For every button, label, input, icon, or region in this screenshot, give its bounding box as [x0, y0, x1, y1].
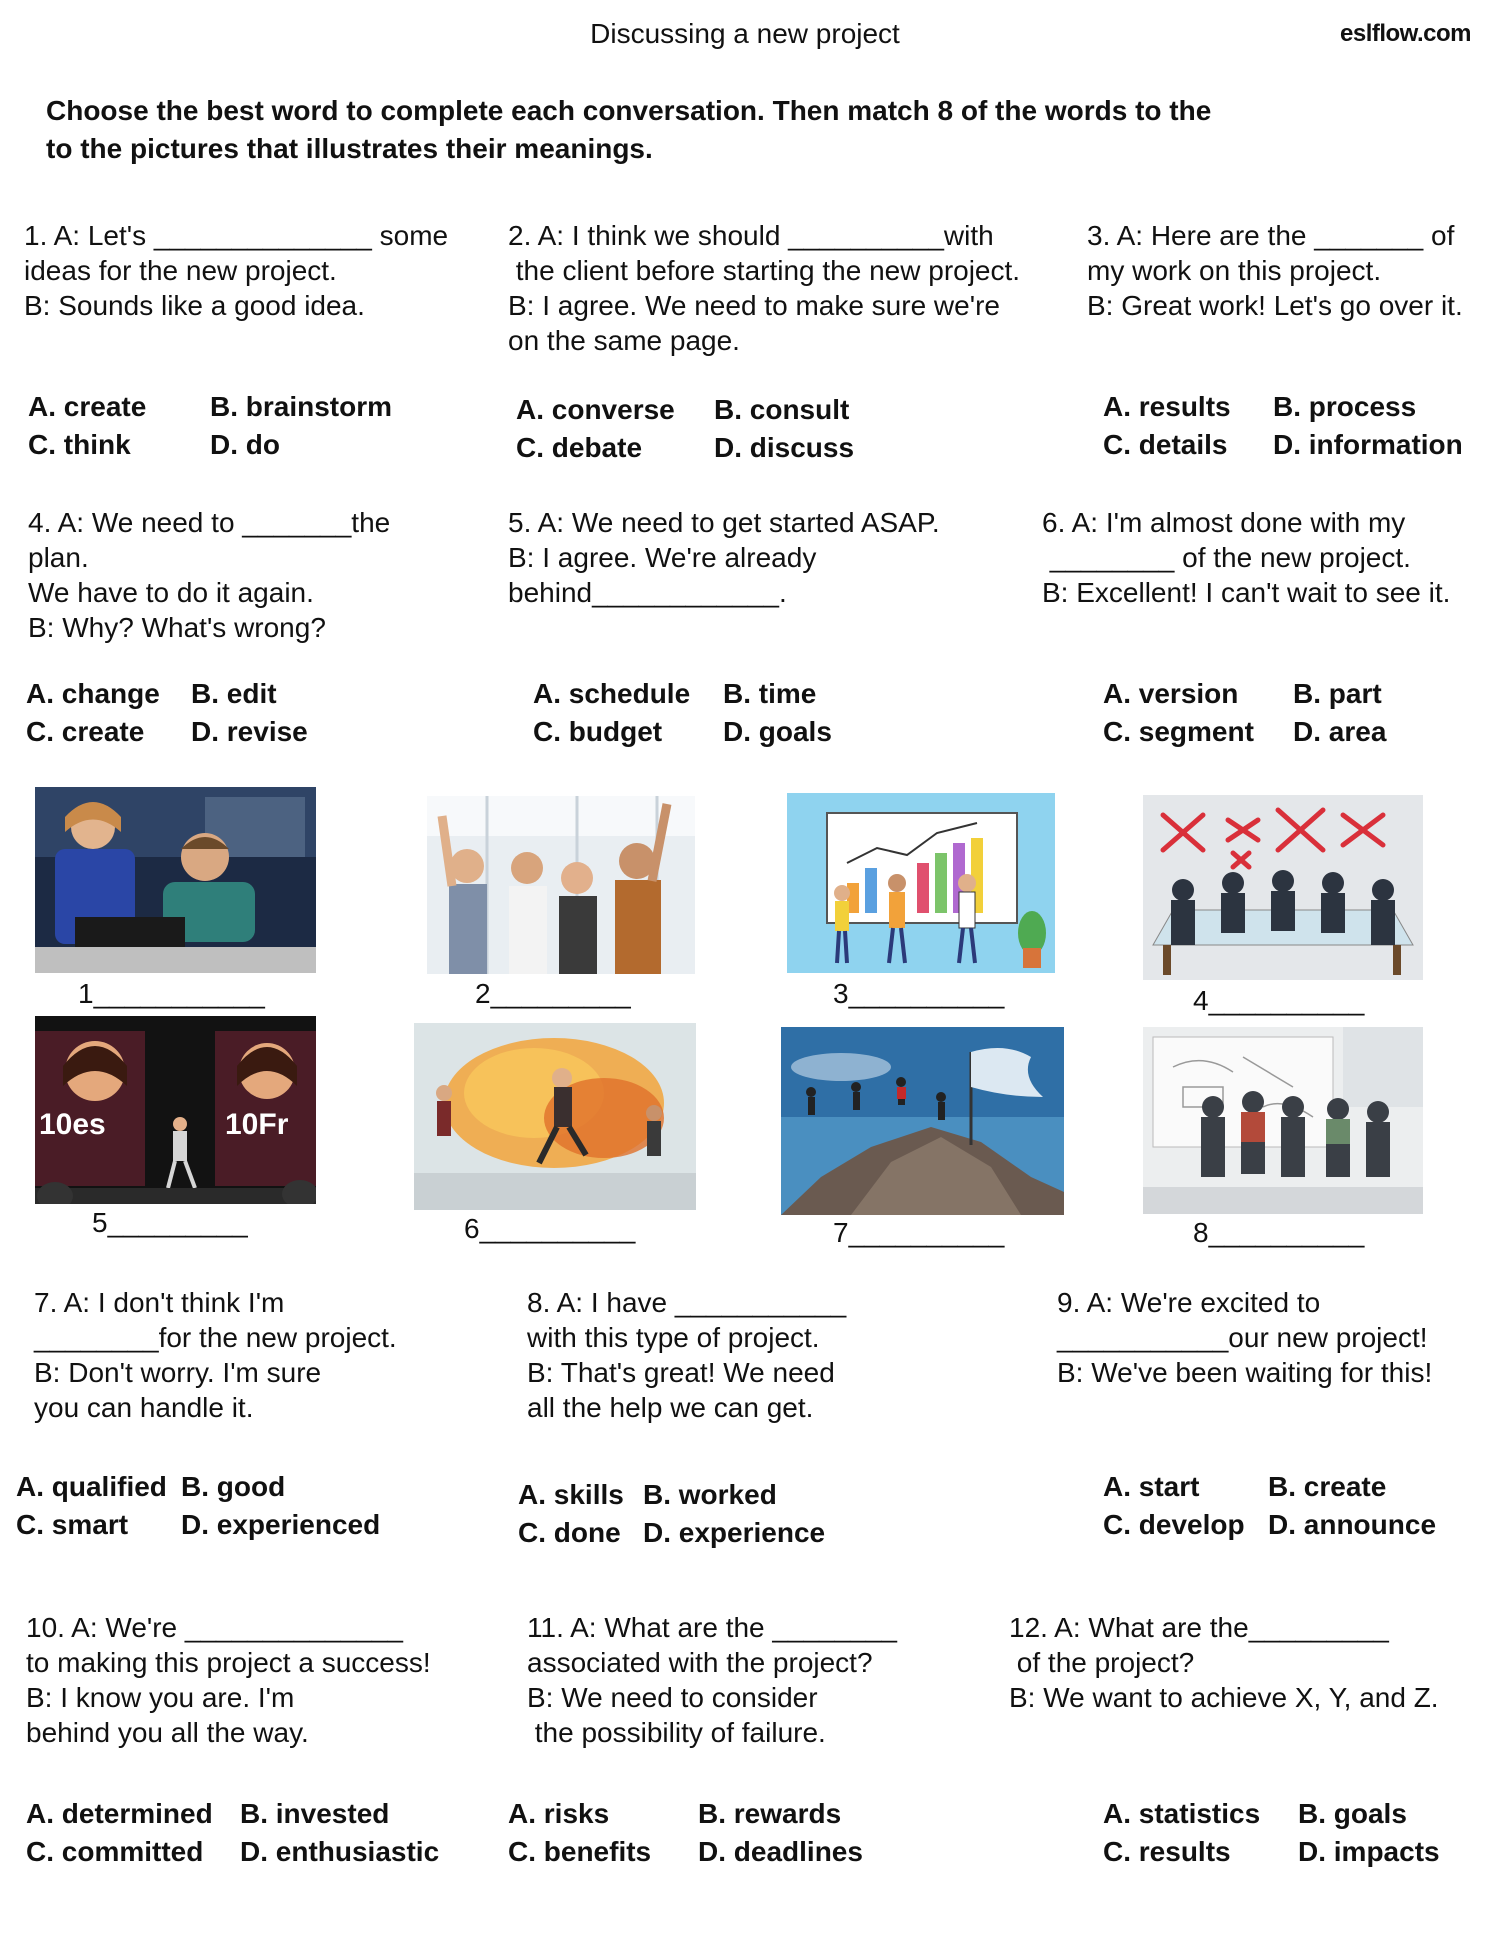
- answer-option[interactable]: A. version: [1103, 678, 1239, 709]
- answer-option[interactable]: D. information: [1273, 429, 1463, 460]
- question-line: 7. A: I don't think I'm: [34, 1287, 285, 1318]
- svg-text:10Fr: 10Fr: [225, 1108, 289, 1141]
- answer-option[interactable]: C. results: [1103, 1836, 1231, 1867]
- answer-option[interactable]: C. think: [28, 429, 131, 460]
- question-line: on the same page.: [508, 325, 740, 356]
- presentation-illustration: [787, 793, 1055, 973]
- question-6-options: [1103, 675, 1386, 751]
- answer-option[interactable]: A. start: [1103, 1471, 1200, 1502]
- answer-option[interactable]: C. benefits: [508, 1836, 652, 1867]
- answer-option[interactable]: D. experience: [643, 1517, 826, 1548]
- question-1: [24, 218, 448, 323]
- options-row: [1103, 1468, 1436, 1506]
- question-line: to making this project a success!: [26, 1647, 431, 1678]
- question-line: B: I know you are. I'm: [26, 1682, 295, 1713]
- answer-option[interactable]: D. announce: [1268, 1509, 1437, 1540]
- question-7-options: [16, 1468, 380, 1544]
- question-3-options: [1103, 388, 1463, 464]
- question-4: [28, 505, 390, 645]
- options-row: [516, 391, 854, 429]
- site-name: eslflow.com: [1340, 20, 1471, 47]
- question-line: 5. A: We need to get started ASAP.: [508, 507, 940, 538]
- question-line: ________for the new project.: [34, 1322, 397, 1353]
- answer-option[interactable]: C. segment: [1103, 716, 1254, 747]
- question-line: B: Why? What's wrong?: [28, 612, 326, 643]
- instructions-line-2: to the pictures that illustrates their meanings.: [46, 133, 653, 164]
- answer-option[interactable]: B. process: [1273, 391, 1417, 422]
- stage-presentation-photo: [35, 1016, 316, 1204]
- picture-caption-6: 6__________: [464, 1213, 636, 1244]
- question-line: the possibility of failure.: [527, 1717, 826, 1748]
- options-row: [1103, 1506, 1436, 1544]
- answer-option[interactable]: A. create: [28, 391, 147, 422]
- question-9: [1057, 1285, 1432, 1390]
- answer-option[interactable]: A. qualified: [16, 1471, 167, 1502]
- answer-option[interactable]: C. debate: [516, 432, 643, 463]
- question-line: 9. A: We're excited to: [1057, 1287, 1321, 1318]
- question-line: 10. A: We're ______________: [26, 1612, 403, 1643]
- question-12-options: [1103, 1795, 1440, 1871]
- options-row: [533, 713, 832, 751]
- question-line: associated with the project?: [527, 1647, 873, 1678]
- answer-option[interactable]: B. invested: [240, 1798, 390, 1829]
- question-line: behind you all the way.: [26, 1717, 309, 1748]
- running-through-fire-photo: [414, 1023, 696, 1210]
- question-line: B: That's great! We need: [527, 1357, 835, 1388]
- answer-option[interactable]: B. consult: [714, 394, 850, 425]
- options-row: [1103, 388, 1463, 426]
- answer-option[interactable]: A. change: [26, 678, 160, 709]
- options-row: [508, 1795, 863, 1833]
- answer-option[interactable]: C. smart: [16, 1509, 129, 1540]
- question-line: 6. A: I'm almost done with my: [1042, 507, 1406, 538]
- question-12: [1009, 1610, 1439, 1715]
- question-line: B: We need to consider: [527, 1682, 818, 1713]
- question-line: B: We've been waiting for this!: [1057, 1357, 1433, 1388]
- picture-caption-2: 2_________: [475, 978, 631, 1009]
- answer-option[interactable]: A. risks: [508, 1798, 610, 1829]
- question-line: my work on this project.: [1087, 255, 1382, 286]
- answer-option[interactable]: B. goals: [1298, 1798, 1407, 1829]
- question-line: ___________our new project!: [1057, 1322, 1428, 1353]
- question-1-options: [28, 388, 392, 464]
- question-line: of the project?: [1009, 1647, 1195, 1678]
- answer-option[interactable]: D. do: [210, 429, 280, 460]
- answer-option[interactable]: C. budget: [533, 716, 663, 747]
- question-9-options: [1103, 1468, 1436, 1544]
- answer-option[interactable]: A. skills: [518, 1479, 624, 1510]
- question-2-options: [516, 391, 854, 467]
- answer-option[interactable]: D. enthusiastic: [240, 1836, 440, 1867]
- question-line: B: Sounds like a good idea.: [24, 290, 365, 321]
- options-row: [26, 1795, 439, 1833]
- question-line: ideas for the new project.: [24, 255, 337, 286]
- options-row: [26, 713, 308, 751]
- question-line: 12. A: What are the_________: [1009, 1612, 1389, 1643]
- question-line: B: I agree. We're already: [508, 542, 817, 573]
- answer-option[interactable]: A. results: [1103, 391, 1231, 422]
- options-row: [26, 675, 308, 713]
- office-coworkers-photo: [35, 787, 316, 973]
- picture-caption-7: 7__________: [833, 1217, 1005, 1248]
- answer-option[interactable]: B. time: [723, 678, 817, 709]
- answer-option[interactable]: B. part: [1293, 678, 1382, 709]
- question-line: plan.: [28, 542, 89, 573]
- question-7: [34, 1285, 397, 1425]
- options-row: [1103, 1795, 1440, 1833]
- options-row: [508, 1833, 863, 1871]
- instructions-line-1: Choose the best word to complete each conversation. Then match 8 of the words to the: [46, 95, 1212, 126]
- picture-caption-1: 1___________: [78, 978, 265, 1009]
- answer-option[interactable]: C. details: [1103, 429, 1228, 460]
- answer-option[interactable]: B. brainstorm: [210, 391, 393, 422]
- question-line: B: We want to achieve X, Y, and Z.: [1009, 1682, 1439, 1713]
- question-10-options: [26, 1795, 439, 1871]
- options-row: [533, 675, 832, 713]
- question-11: [527, 1610, 897, 1750]
- answer-option[interactable]: D. impacts: [1298, 1836, 1440, 1867]
- answer-option[interactable]: C. create: [26, 716, 145, 747]
- question-line: 2. A: I think we should __________with: [508, 220, 994, 251]
- question-6: [1042, 505, 1450, 610]
- picture-caption-8: 8__________: [1193, 1217, 1365, 1248]
- svg-text:10es: 10es: [39, 1108, 106, 1141]
- answer-option[interactable]: C. develop: [1103, 1509, 1245, 1540]
- options-row: [16, 1468, 380, 1506]
- instructions: [46, 92, 1426, 168]
- celebrating-team-photo: [427, 796, 695, 974]
- question-8: [527, 1285, 846, 1425]
- question-4-options: [26, 675, 308, 751]
- options-row: [28, 388, 392, 426]
- team-planning-table-photo: [1143, 795, 1423, 980]
- question-line: 1. A: Let's ______________ some: [24, 220, 449, 251]
- question-line: all the help we can get.: [527, 1392, 814, 1423]
- question-line: B: I agree. We need to make sure we're: [508, 290, 1000, 321]
- answer-option[interactable]: B. good: [181, 1471, 286, 1502]
- answer-option[interactable]: B. rewards: [698, 1798, 842, 1829]
- question-3: [1087, 218, 1463, 323]
- page-title: Discussing a new project: [590, 18, 900, 49]
- question-line: B: Great work! Let's go over it.: [1087, 290, 1463, 321]
- picture-caption-4: 4__________: [1193, 985, 1365, 1016]
- answer-option[interactable]: C. committed: [26, 1836, 204, 1867]
- answer-option[interactable]: D. goals: [723, 716, 832, 747]
- question-line: We have to do it again.: [28, 577, 314, 608]
- whiteboard-meeting-photo: [1143, 1027, 1423, 1214]
- question-2: [508, 218, 1020, 358]
- question-line: behind____________.: [508, 577, 787, 608]
- question-line: B: Excellent! I can't wait to see it.: [1042, 577, 1451, 608]
- question-5-options: [533, 675, 832, 751]
- answer-option[interactable]: D. experienced: [181, 1509, 381, 1540]
- question-line: ________ of the new project.: [1042, 542, 1411, 573]
- options-row: [1103, 426, 1463, 464]
- answer-option[interactable]: D. deadlines: [698, 1836, 863, 1867]
- question-5: [508, 505, 940, 610]
- answer-option[interactable]: C. done: [518, 1517, 621, 1548]
- answer-option[interactable]: A. schedule: [533, 678, 691, 709]
- mountain-climb-flag-photo: [781, 1027, 1064, 1215]
- question-line: you can handle it.: [34, 1392, 254, 1423]
- options-row: [1103, 675, 1386, 713]
- options-row: [516, 429, 854, 467]
- picture-caption-3: 3__________: [833, 978, 1005, 1009]
- picture-caption-5: 5_________: [92, 1207, 248, 1238]
- options-row: [1103, 713, 1386, 751]
- options-row: [1103, 1833, 1440, 1871]
- question-8-options: [518, 1476, 825, 1552]
- question-line: with this type of project.: [527, 1322, 820, 1353]
- answer-option[interactable]: B. edit: [191, 678, 277, 709]
- question-line: 3. A: Here are the _______ of: [1087, 220, 1455, 251]
- answer-option[interactable]: D. area: [1293, 716, 1387, 747]
- question-line: 4. A: We need to _______the: [28, 507, 391, 538]
- options-row: [518, 1476, 825, 1514]
- question-11-options: [508, 1795, 863, 1871]
- answer-option[interactable]: D. discuss: [714, 432, 855, 463]
- question-line: 8. A: I have ___________: [527, 1287, 847, 1318]
- options-row: [26, 1833, 439, 1871]
- question-line: the client before starting the new project.: [508, 255, 1021, 286]
- options-row: [518, 1514, 825, 1552]
- question-line: B: Don't worry. I'm sure: [34, 1357, 322, 1388]
- question-10: [26, 1610, 431, 1750]
- options-row: [16, 1506, 380, 1544]
- question-line: 11. A: What are the ________: [527, 1612, 897, 1643]
- answer-option[interactable]: A. statistics: [1103, 1798, 1261, 1829]
- options-row: [28, 426, 392, 464]
- answer-option[interactable]: A. converse: [516, 394, 675, 425]
- answer-option[interactable]: B. create: [1268, 1471, 1387, 1502]
- answer-option[interactable]: D. revise: [191, 716, 308, 747]
- answer-option[interactable]: A. determined: [26, 1798, 213, 1829]
- answer-option[interactable]: B. worked: [643, 1479, 777, 1510]
